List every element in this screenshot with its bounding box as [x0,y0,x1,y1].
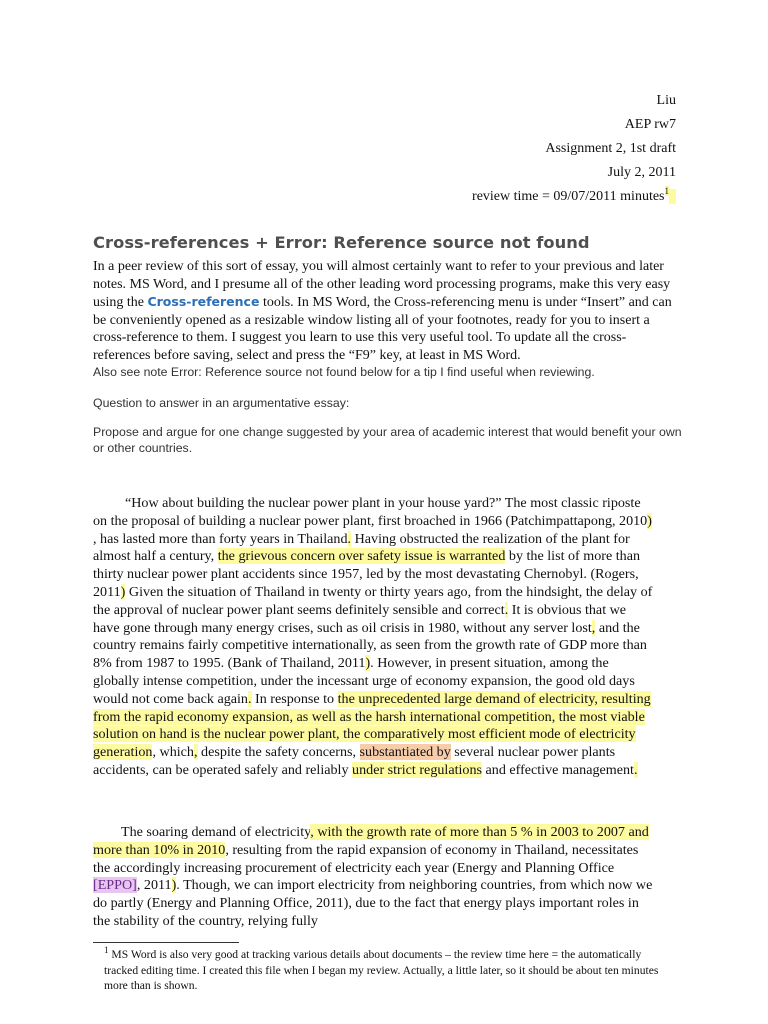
essay-text: by the list of more than thirty nuclear power plant accidents since 1957, led by the most devastating Chernobyl. (Rogers, 2011 [93,548,641,600]
course-code: AEP rw7 [624,117,676,132]
section-heading: Cross-references + Error: Reference source not found [93,233,590,252]
review-time [472,186,676,205]
highlighted-text: under strict regulations [352,761,482,778]
highlighted-text: . [347,530,352,547]
highlighted-text: [EPPO] [93,877,137,894]
highlighted-text: the unprecedented large demand of electricity, resulting from the rapid economy expansion, as well as the harsh international competition, the most viable solution on hand is the nuclear power plant, the comparatively most efficient mode of electricity generation [93,690,651,761]
highlighted-text: , [591,619,596,636]
footnote [104,947,664,994]
highlighted-text: . [504,601,509,618]
essay-text: The soaring demand of electricity [121,824,311,840]
highlighted-text: ) [365,655,371,672]
date: July 2, 2011 [607,165,676,180]
intro-paragraph [93,258,683,364]
intro-text-2: tools. In MS Word, the Cross-referencing menu is under “Insert” and can be conveniently opened as a resizable window listing all of your footnotes, ready for you to insert a cross-reference to them. I suggest you learn to use this very useful tool. To update all the cross-references before saving, select and press the “F9” key, at least in MS Word. [93,295,672,363]
highlighted-text: . [633,761,638,778]
footnote-separator [93,942,239,943]
question-label: Question to answer in an argumentative essay: [93,396,350,410]
essay-text: , resulting from the rapid expansion of economy in Thailand, necessitates the accordingly increasing procurement of electricity each year (Energy and Planning Office [93,841,639,876]
essay-text: , which [152,744,194,761]
highlighted-text: ) [120,583,126,600]
essay-text: several nuclear power plants accidents, can be operated safely and reliably [93,744,616,778]
essay-text: Given the situation of Thailand in twenty or thirty years ago, from the hindsight, the delay of the approval of nuclear power plant seems definitely sensible and correct [93,583,653,618]
highlighted-text: the grievous concern over safety issue is warranted [217,548,506,565]
highlighted-text: , with the growth rate of more than 5 % in 2003 to 2007 and more than 10% in 2010 [93,824,649,858]
highlighted-text: , [193,744,198,761]
essay-text: . Though, we can import electricity from neighboring countries, from which now we do partly (Energy and Planning Office, 2011), due to the fact that energy plays important roles in the stability of the country, relying fully [93,877,653,929]
essay-text: and effective management [482,761,634,778]
highlighted-text: ) [647,512,652,529]
essay-text: In response to [251,690,338,707]
essay-paragraph-2 [93,824,653,931]
review-time-text: review time = 09/07/2011 minutes [472,189,665,204]
essay-text: “How about building the nuclear power plant in your house yard?” The most classic riposte on the proposal of building a nuclear power plant, first broached in 1966 (Patchimpattapong, 2010 [93,495,648,529]
essay-paragraph-1 [93,495,653,780]
assignment-label: Assignment 2, 1st draft [545,141,676,156]
essay-text: despite the safety concerns, [197,744,360,761]
footnote-reference[interactable]: 1 [664,186,669,197]
footnote-text: MS Word is also very good at tracking various details about documents – the review time here = the automatically tracked editing time. I created this file when I began my review. Actually, a little later, so it should be about ten minutes more than is shown. [104,948,659,992]
essay-text: and the country remains fairly competitive internationally, as seen from the growth rate of GDP more than 8% from 1987 to 1995. (Bank of Thailand, 2011 [93,619,647,672]
essay-text: Having obstructed the realization of the plant for almost half a century, [93,530,630,565]
essay-text: , has lasted more than forty years in Thailand [93,530,348,547]
essay-text: . However, in present situation, among the globally intense competition, under the incessant urge of economy expansion, the good old days would not come back again [93,655,635,707]
highlighted-text: . [247,690,252,707]
footnote-number: 1 [104,945,109,956]
also-see-note: Also see note Error: Reference source not found below for a tip I find useful when reviewing. [93,365,595,379]
essay-text: , 2011 [136,877,172,894]
highlighted-text: substantiated by [359,744,451,761]
essay-prompt: Propose and argue for one change suggested by your area of academic interest that would benefit your own or other countries. [93,425,682,455]
intro-text-1: In a peer review of this sort of essay, you will almost certainly want to refer to your previous and later notes. MS Word, and I presume all of the other leading word processing programs, make this very easy using the [93,259,671,310]
cross-reference-link[interactable]: Cross-reference [147,294,260,309]
essay-text: It is obvious that we have gone through many energy crises, such as oil crisis in 1980, without any server lost [93,601,627,636]
highlighted-text: ) [171,877,177,894]
author-name: Liu [656,93,676,108]
